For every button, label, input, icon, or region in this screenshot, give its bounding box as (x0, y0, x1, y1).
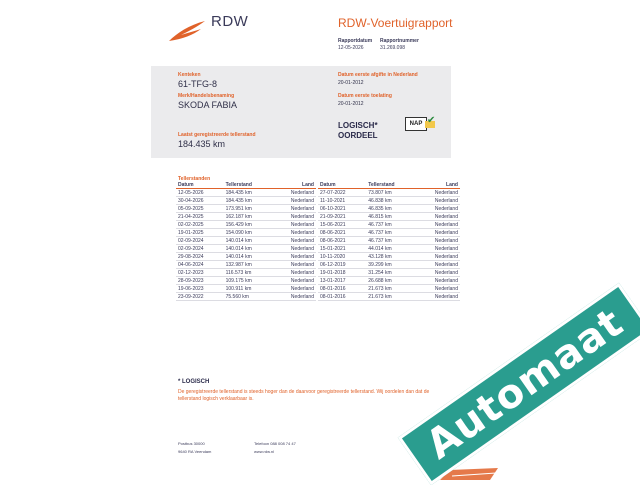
cell-reading: 75.560 km (224, 293, 273, 301)
table-row (176, 261, 316, 269)
cell-reading: 46.815 km (366, 213, 415, 221)
table-row (318, 277, 460, 285)
cell-reading: 46.737 km (366, 229, 415, 237)
table-row (176, 197, 316, 205)
cell-reading: 43.128 km (366, 253, 415, 261)
table-row (318, 245, 460, 253)
cell-country: Nederland (272, 213, 316, 221)
footer-phone: Telefoon 088 008 74 47 (254, 441, 296, 446)
cell-date: 11-10-2021 (318, 197, 366, 205)
cell-reading: 162.187 km (224, 213, 273, 221)
cell-date: 19-06-2023 (176, 285, 224, 293)
cell-country: Nederland (416, 253, 460, 261)
cell-reading: 109.175 km (224, 277, 273, 285)
cell-reading: 21.673 km (366, 285, 415, 293)
report-number-label: Rapportnummer (380, 38, 419, 44)
table-row (176, 189, 316, 197)
cell-date: 19-01-2025 (176, 229, 224, 237)
checkmark-icon: ✔ (427, 115, 436, 126)
cell-reading: 46.737 km (366, 221, 415, 229)
nap-label: NAP (405, 117, 427, 131)
table-row (176, 229, 316, 237)
cell-country: Nederland (272, 205, 316, 213)
cell-reading: 100.911 km (224, 285, 273, 293)
table-row (176, 253, 316, 261)
plate-label: Kenteken (178, 72, 201, 78)
table-row (318, 221, 460, 229)
first-nl-label: Datum eerste afgifte in Nederland (338, 72, 418, 78)
cell-date: 02-02-2025 (176, 221, 224, 229)
cell-date: 04-06-2024 (176, 261, 224, 269)
table-row (176, 269, 316, 277)
footer-address (178, 440, 211, 456)
legend-text: De geregistreerde tellerstand is steeds hoger dan de daarvoor geregistreerde tellerstand. Wij oordelen dan dat de tellerstand logisch verklaarbaar is. (178, 389, 430, 402)
report-title: RDW-Voertuigrapport (338, 16, 453, 30)
cell-date: 12-05-2026 (176, 189, 224, 197)
cell-country: Nederland (416, 277, 460, 285)
table-row (176, 213, 316, 221)
odometer-value: 184.435 km (178, 139, 226, 149)
cell-country: Nederland (272, 293, 316, 301)
cell-reading: 184.435 km (224, 189, 273, 197)
cell-date: 30-04-2026 (176, 197, 224, 205)
cell-reading: 140.014 km (224, 253, 273, 261)
cell-reading: 156.429 km (224, 221, 273, 229)
cell-date: 10-11-2020 (318, 253, 366, 261)
table-row (318, 197, 460, 205)
legend-title: * LOGISCH (178, 379, 210, 385)
cell-date: 27-07-2022 (318, 189, 366, 197)
first-admission-label: Datum eerste toelating (338, 93, 392, 99)
footer-address-1: Postbus 30000 (178, 441, 205, 446)
table-row (318, 261, 460, 269)
rdw-logo (167, 13, 247, 43)
cell-reading: 73.807 km (366, 189, 415, 197)
table-row (318, 269, 460, 277)
table-row (318, 237, 460, 245)
odometer-section-label: Tellerstanden (178, 176, 211, 182)
cell-country: Nederland (272, 221, 316, 229)
make-value: SKODA FABIA (178, 100, 238, 110)
cell-date: 06-12-2019 (318, 261, 366, 269)
table-row (318, 293, 460, 301)
table-row (176, 205, 316, 213)
cell-reading: 46.737 km (366, 237, 415, 245)
verdict-line-1: LOGISCH* (338, 121, 378, 130)
cell-country: Nederland (272, 229, 316, 237)
make-label: Merk/Handelsbenaming (178, 93, 235, 99)
table-row (318, 205, 460, 213)
col-reading: Tellerstand (366, 182, 415, 189)
col-country: Land (416, 182, 460, 189)
cell-country: Nederland (416, 213, 460, 221)
odometer-table-right (318, 182, 460, 301)
cell-country: Nederland (272, 277, 316, 285)
cell-country: Nederland (416, 293, 460, 301)
rdw-wing-icon (167, 19, 207, 43)
table-row (176, 237, 316, 245)
cell-country: Nederland (272, 253, 316, 261)
cell-reading: 154.090 km (224, 229, 273, 237)
cell-country: Nederland (416, 269, 460, 277)
cell-date: 08-01-2016 (318, 293, 366, 301)
cell-date: 02-12-2023 (176, 269, 224, 277)
cell-reading: 140.014 km (224, 245, 273, 253)
cell-reading: 140.014 km (224, 237, 273, 245)
cell-country: Nederland (416, 197, 460, 205)
cell-reading: 39.299 km (366, 261, 415, 269)
cell-reading: 173.951 km (224, 205, 273, 213)
cell-date: 23-09-2022 (176, 293, 224, 301)
table-row (176, 221, 316, 229)
footer-web: www.rdw.nl (254, 449, 275, 454)
table-row (176, 277, 316, 285)
odometer-table-left (176, 182, 316, 301)
report-date-label: Rapportdatum (338, 38, 373, 44)
table-row (176, 293, 316, 301)
cell-reading: 116.573 km (224, 269, 273, 277)
cell-reading: 132.987 km (224, 261, 273, 269)
nap-logo (405, 117, 435, 129)
cell-reading: 26.688 km (366, 277, 415, 285)
table-row (318, 213, 460, 221)
table-row (318, 229, 460, 237)
table-row (176, 245, 316, 253)
banner-text: Automaat (418, 299, 632, 469)
cell-country: Nederland (272, 189, 316, 197)
cell-country: Nederland (272, 245, 316, 253)
cell-country: Nederland (416, 261, 460, 269)
odometer-label: Laatst geregistreerde tellerstand (178, 132, 256, 138)
table-row (318, 285, 460, 293)
col-reading: Tellerstand (224, 182, 273, 189)
cell-date: 19-01-2018 (318, 269, 366, 277)
cell-date: 28-09-2023 (176, 277, 224, 285)
report-date: 12-05-2026 (338, 45, 364, 51)
cell-country: Nederland (416, 237, 460, 245)
cell-country: Nederland (272, 285, 316, 293)
plate-value: 61-TFG-8 (178, 79, 218, 89)
cell-country: Nederland (416, 221, 460, 229)
cell-date: 08-01-2016 (318, 285, 366, 293)
report-date-block (338, 38, 372, 52)
cell-reading: 184.435 km (224, 197, 273, 205)
cell-country: Nederland (272, 237, 316, 245)
cell-date: 05-09-2025 (176, 205, 224, 213)
cell-country: Nederland (416, 205, 460, 213)
col-date: Datum (318, 182, 366, 189)
cell-country: Nederland (272, 261, 316, 269)
cell-country: Nederland (416, 189, 460, 197)
cell-date: 21-09-2021 (318, 213, 366, 221)
footer-address-2: 9640 RA Veendam (178, 449, 212, 454)
odometer-verdict (338, 121, 378, 141)
cell-reading: 46.838 km (366, 197, 415, 205)
cell-reading: 46.835 km (366, 205, 415, 213)
footer-contact (254, 440, 296, 456)
cell-date: 06-10-2021 (318, 205, 366, 213)
cell-date: 08-06-2021 (318, 229, 366, 237)
automaat-banner (398, 283, 640, 485)
cell-date: 08-06-2021 (318, 237, 366, 245)
cell-date: 15-06-2021 (318, 221, 366, 229)
cell-country: Nederland (272, 197, 316, 205)
cell-country: Nederland (416, 229, 460, 237)
cell-reading: 31.254 km (366, 269, 415, 277)
cell-country: Nederland (416, 245, 460, 253)
report-number: 31.269.098 (380, 45, 406, 51)
cell-date: 29-08-2024 (176, 253, 224, 261)
first-admission-value: 20-01-2012 (338, 101, 364, 107)
cell-country: Nederland (272, 269, 316, 277)
cell-date: 21-04-2025 (176, 213, 224, 221)
table-row (318, 189, 460, 197)
first-nl-value: 20-01-2012 (338, 80, 364, 86)
verdict-line-2: OORDEEL (338, 131, 378, 140)
col-date: Datum (176, 182, 224, 189)
cell-reading: 44.014 km (366, 245, 415, 253)
cell-date: 02-09-2024 (176, 237, 224, 245)
report-number-block (380, 38, 419, 52)
col-country: Land (272, 182, 316, 189)
brand-name: RDW (211, 13, 249, 30)
table-row (318, 253, 460, 261)
cell-reading: 21.673 km (366, 293, 415, 301)
table-row (176, 285, 316, 293)
cell-date: 15-01-2021 (318, 245, 366, 253)
cell-date: 02-09-2024 (176, 245, 224, 253)
cell-date: 13-01-2017 (318, 277, 366, 285)
cell-country: Nederland (416, 285, 460, 293)
